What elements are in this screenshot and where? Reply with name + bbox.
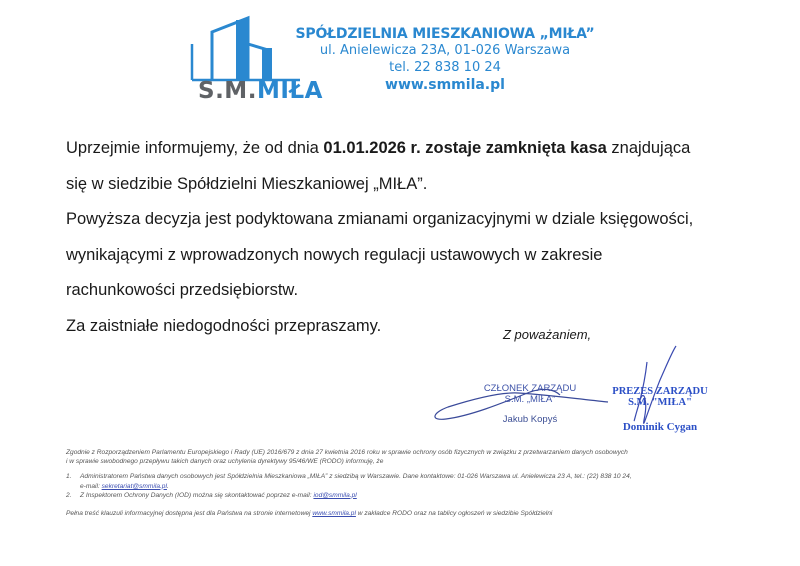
logo-text-sm: S.M. <box>198 78 257 104</box>
gdpr-item-2-line-1 <box>80 491 796 500</box>
gdpr-item-2 <box>66 491 796 500</box>
stamp-organization: S.M. „MIŁA” <box>504 394 556 405</box>
item-number: 1. <box>66 473 72 481</box>
website-link[interactable]: www.smmila.pl <box>312 510 356 518</box>
stamp-title: PREZES ZARZĄDU <box>612 386 708 397</box>
gdpr-footer <box>66 509 796 518</box>
organization-address: ul. Anielewicza 23A, 01-026 Warszawa <box>319 43 571 58</box>
footer-text-start: Pełna treść klauzuli informacyjnej dostępna jest dla Państwa na stronie internetowej <box>66 510 313 518</box>
secretariat-email-link[interactable]: sekretariat@smmila.pl <box>101 482 167 490</box>
paragraph-1-end: znajdująca <box>606 139 691 157</box>
signatory-name: Dominik Cygan <box>622 421 698 433</box>
paragraph-2-line-1: Powyższa decyzja jest podyktowana zmianami organizacyjnymi w dziale księgowości, <box>66 210 694 228</box>
item-number: 2. <box>66 491 72 499</box>
organization-website[interactable]: www.smmila.pl <box>385 77 505 93</box>
footer-text-end: w zakładce RODO oraz na tablicy ogłoszeń w siedzibie Spółdzielni <box>355 510 553 518</box>
stamp-organization: S.M. "MIŁA" <box>628 397 692 408</box>
iod-email-link[interactable]: iod@smmila.pl <box>313 491 357 499</box>
organization-phone: tel. 22 838 10 24 <box>389 60 501 75</box>
paragraph-3: Za zaistniałe niedogodności przepraszamy. <box>66 316 382 335</box>
gdpr-notice <box>66 448 796 518</box>
signatory-name: Jakub Kopyś <box>502 414 558 425</box>
gdpr-item-1 <box>66 472 796 490</box>
paragraph-1-line-2: się w siedzibie Spółdzielni Mieszkaniowej „MIŁA”. <box>66 174 428 193</box>
punctuation: . <box>166 482 169 490</box>
paragraph-1-line-1 <box>66 131 766 167</box>
closing-salutation: Z poważaniem, <box>503 327 592 342</box>
stamp-title: CZŁONEK ZARZĄDU <box>483 383 577 394</box>
email-label: e-mail: <box>80 482 102 490</box>
stamp-president <box>605 386 715 433</box>
organization-name: SPÓŁDZIELNIA MIESZKANIOWA „MIŁA” <box>295 26 595 42</box>
paragraph-1-start: Uprzejmie informujemy, że od dnia <box>66 139 324 157</box>
paragraph-1-bold: 01.01.2026 r. zostaje zamknięta kasa <box>323 139 607 157</box>
stamp-board-member <box>470 383 590 425</box>
logo-text-mila: MIŁA <box>256 78 323 104</box>
iod-text: Z Inspektorem Ochrony Danych (IOD) można się skontaktować poprzez e-mail: <box>80 491 314 499</box>
gdpr-item-1-line-2 <box>80 482 796 491</box>
gdpr-list <box>66 472 796 500</box>
letterhead <box>290 26 600 94</box>
paragraph-2-line-2: wynikającymi z wprowadzonych nowych regulacji ustawowych w zakresie <box>66 245 603 264</box>
gdpr-intro-line-1: Zgodnie z Rozporządzeniem Parlamentu Europejskiego i Rady (UE) 2016/679 z dnia 27 kwietnia 2016 roku w sprawie ochrony osób fizycznych w związku z przetwarzaniem danych osobowych <box>66 449 628 456</box>
letter-body <box>66 131 766 344</box>
gdpr-item-1-line-1: Administratorem Państwa danych osobowych jest Spółdzielnia Mieszkaniowa „MIŁA” z siedzibą w Warszawie. Dane kontaktowe: 01-026 Warszawa ul. Anielewicza 23 A, tel.: (22) 838 10 24, <box>80 473 632 481</box>
gdpr-intro-line-2: i w sprawie swobodnego przepływu takich danych oraz uchylenia dyrektywy 95/46/WE (RODO) informuję, że <box>66 458 384 466</box>
paragraph-2-line-3: rachunkowości przedsiębiorstw. <box>66 281 299 299</box>
